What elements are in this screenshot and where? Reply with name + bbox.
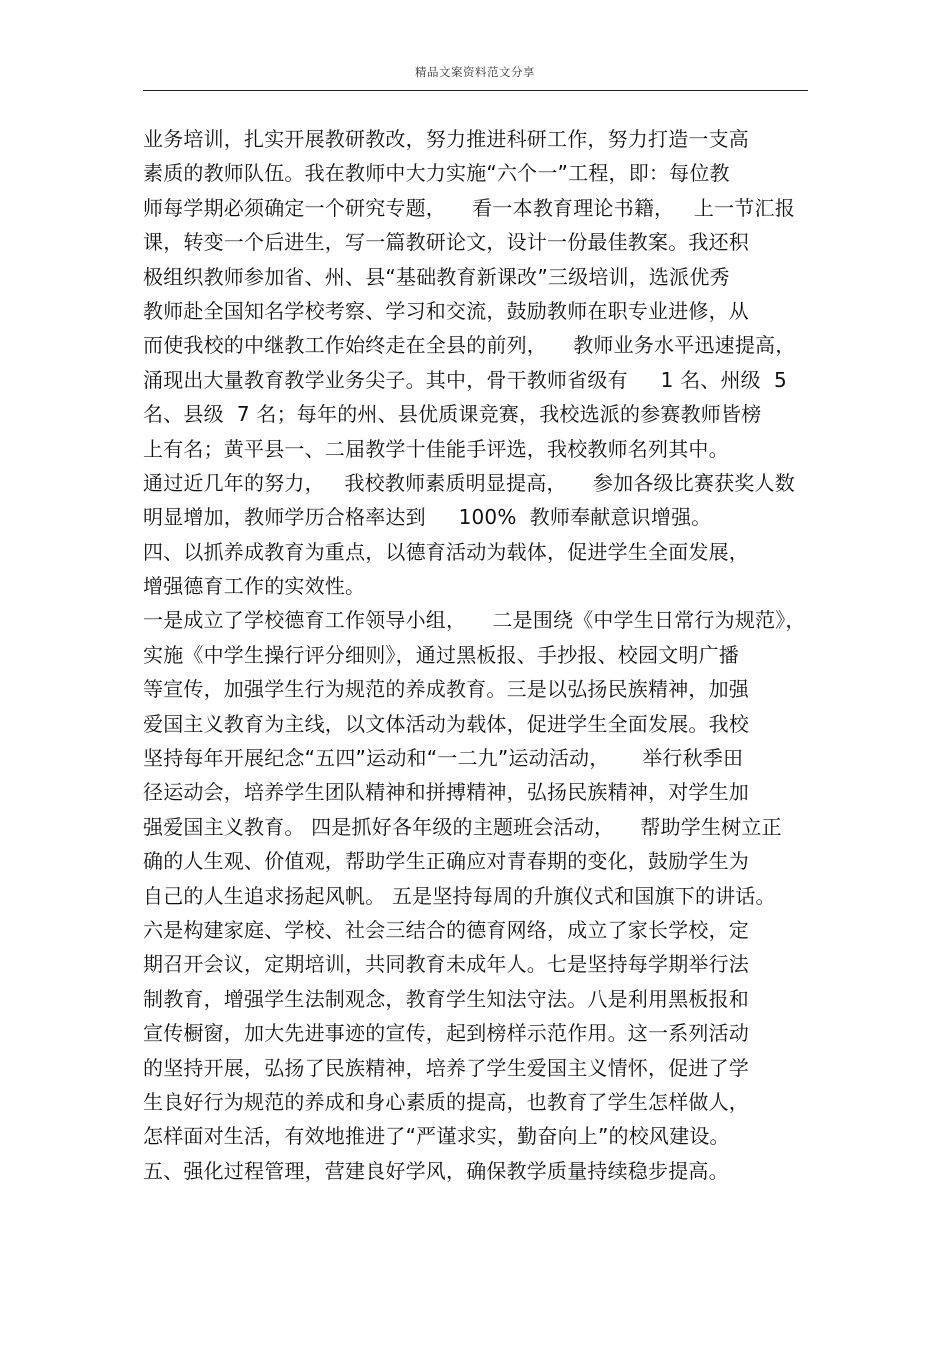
body-line: 上有名；黄平县一、二届教学十佳能手评选，我校教师名列其中。 — [143, 436, 729, 461]
body-line: 素质的教师队伍。我在教师中大力实施“六个一”工程，即：每位教 — [143, 161, 730, 186]
body-line: 实施《中学生操行评分细则》，通过黑板报、手抄报、校园文明广播 — [143, 642, 739, 667]
section-heading-4: 四、以抓养成教育为重点，以德育活动为载体，促进学生全面发展， — [143, 539, 749, 564]
body-line: 等宣传，加强学生行为规范的养成教育。三是以弘扬民族精神，加强 — [143, 677, 749, 702]
body-line: 自己的人生追求扬起风帆。 五是坚持每周的升旗仪式和国旗下的讲话。 — [143, 883, 776, 908]
section-heading-4-cont: 增强德育工作的实效性。 — [143, 574, 366, 599]
header-divider — [143, 90, 808, 91]
body-line: 期召开会议，定期培训，共同教育未成年人。七是坚持每学期举行法 — [143, 952, 749, 977]
body-line: 爱国主义教育为主线，以文体活动为载体，促进学生全面发展。我校 — [143, 711, 749, 736]
section-heading-5: 五、强化过程管理，营建良好学风，确保教学质量持续稳步提高。 — [143, 1158, 729, 1183]
body-line: 确的人生观、价值观，帮助学生正确应对青春期的变化，鼓励学生为 — [143, 849, 749, 874]
body-line: 通过近几年的努力， 我校教师素质明显提高， 参加各级比赛获奖人数 — [143, 470, 795, 495]
body-line: 涌现出大量教育教学业务尖子。其中，骨干教师省级有 1 名、州级 5 — [143, 367, 787, 392]
body-line: 六是构建家庭、学校、社会三结合的德育网络，成立了家长学校，定 — [143, 917, 749, 942]
body-line: 的坚持开展，弘扬了民族精神，培养了学生爱国主义情怀，促进了学 — [143, 1055, 749, 1080]
body-line: 制教育，增强学生法制观念，教育学生知法守法。八是利用黑板报和 — [143, 986, 749, 1011]
body-line: 宣传橱窗，加大先进事迹的宣传，起到榜样示范作用。这一系列活动 — [143, 1021, 749, 1046]
page-header-title: 精品文案资料范文分享 — [415, 65, 535, 79]
body-line: 课，转变一个后进生，写一篇教研论文，设计一份最佳教案。我还积 — [143, 230, 749, 255]
body-line: 教师赴全国知名学校考察、学习和交流，鼓励教师在职专业进修，从 — [143, 298, 749, 323]
body-line: 怎样面对生活，有效地推进了“严谨求实，勤奋向上”的校风建设。 — [143, 1124, 730, 1149]
body-line: 径运动会，培养学生团队精神和拼搏精神，弘扬民族精神，对学生加 — [143, 780, 749, 805]
body-line: 业务培训，扎实开展教研教改，努力推进科研工作，努力打造一支高 — [143, 127, 749, 151]
body-line: 极组织教师参加省、州、县“基础教育新课改”三级培训，选派优秀 — [143, 264, 730, 289]
body-line: 一是成立了学校德育工作领导小组， 二是围绕《中学生日常行为规范》， — [143, 608, 806, 633]
body-line: 强爱国主义教育。 四是抓好各年级的主题班会活动， 帮助学生树立正 — [143, 814, 782, 839]
body-line: 坚持每年开展纪念“五四”运动和“一二九”运动活动， 举行秋季田 — [143, 746, 744, 771]
body-line: 而使我校的中继教工作始终走在全县的前列， 教师业务水平迅速提高， — [143, 333, 796, 358]
body-line: 生良好行为规范的养成和身心素质的提高，也教育了学生怎样做人， — [143, 1089, 749, 1114]
body-line: 名、县级 7 名；每年的州、县优质课竞赛，我校选派的参赛教师皆榜 — [143, 402, 762, 427]
document-body — [143, 122, 843, 1188]
body-line: 明显增加，教师学历合格率达到 100% 教师奉献意识增强。 — [143, 505, 712, 530]
body-line: 师每学期必须确定一个研究专题， 看一本教育理论书籍， 上一节汇报 — [143, 195, 795, 220]
